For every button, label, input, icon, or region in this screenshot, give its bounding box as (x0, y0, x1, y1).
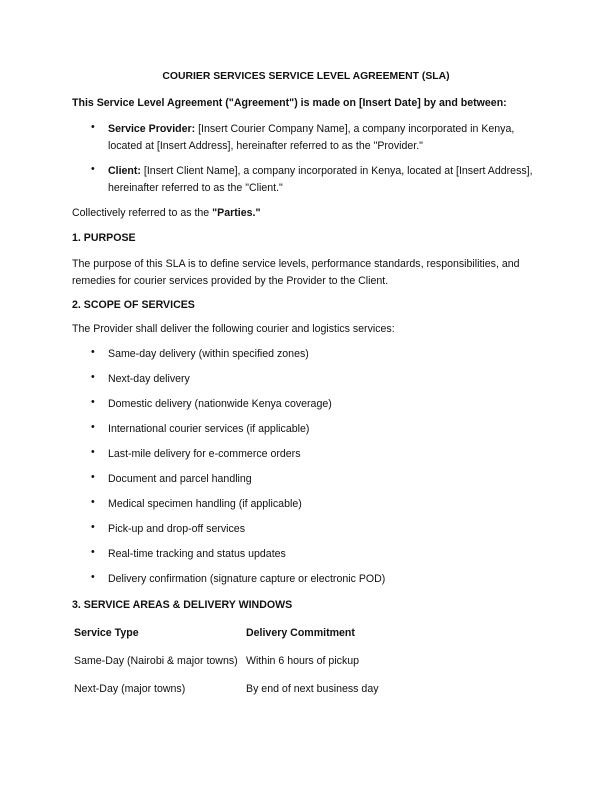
list-item: Document and parcel handling (108, 473, 252, 485)
party-provider (108, 121, 540, 155)
list-item: Real-time tracking and status updates (108, 548, 286, 560)
bullet-dot: • (91, 471, 95, 483)
section-heading-purpose: 1. PURPOSE (72, 232, 136, 244)
list-item: Last-mile delivery for e-commerce orders (108, 448, 301, 460)
table-cell: By end of next business day (246, 683, 379, 695)
bullet-dot: • (91, 421, 95, 433)
table-header-service-type: Service Type (74, 627, 139, 639)
collective-reference (72, 205, 542, 222)
bullet-dot: • (91, 571, 95, 583)
bullet-dot: • (91, 521, 95, 533)
purpose-body: The purpose of this SLA is to define service levels, performance standards, responsibilities, and remedies for courier services provided by the Provider to the Client. (72, 258, 520, 287)
list-item: Next-day delivery (108, 373, 190, 385)
party-text: [Insert Client Name], a company incorporated in Kenya, located at [Insert Address], hereinafter referred to as the "Client." (108, 165, 533, 194)
party-text: [Insert Courier Company Name], a company incorporated in Kenya, located at [Insert Address], hereinafter referred to as the "Provider." (108, 123, 515, 152)
bullet-dot: • (91, 371, 95, 383)
collective-prefix: Collectively referred to as the (72, 207, 213, 219)
party-label: Service Provider: (108, 123, 196, 135)
list-item: Domestic delivery (nationwide Kenya coverage) (108, 398, 332, 410)
list-item: Pick-up and drop-off services (108, 523, 245, 535)
table-cell: Within 6 hours of pickup (246, 655, 360, 667)
table-cell: Next-Day (major towns) (74, 683, 186, 695)
bullet-dot: • (91, 121, 95, 133)
collective-term: "Parties." (212, 207, 261, 219)
section-heading-areas: 3. SERVICE AREAS & DELIVERY WINDOWS (72, 599, 293, 611)
scope-intro: The Provider shall deliver the following courier and logistics services: (72, 323, 395, 335)
bullet-dot: • (91, 163, 95, 175)
list-item: Same-day delivery (within specified zones) (108, 348, 309, 360)
list-item: International courier services (if applicable) (108, 423, 310, 435)
table-header-delivery-commitment: Delivery Commitment (246, 627, 355, 639)
bullet-dot: • (91, 546, 95, 558)
bullet-dot: • (91, 496, 95, 508)
party-label: Client: (108, 165, 141, 177)
bullet-dot: • (91, 396, 95, 408)
section-heading-scope: 2. SCOPE OF SERVICES (72, 299, 195, 311)
bullet-dot: • (91, 346, 95, 358)
table-cell: Same-Day (Nairobi & major towns) (74, 655, 238, 667)
document-title: COURIER SERVICES SERVICE LEVEL AGREEMENT (SLA) (162, 71, 450, 82)
agreement-intro: This Service Level Agreement ("Agreement") is made on [Insert Date] by and between: (72, 97, 507, 109)
bullet-dot: • (91, 446, 95, 458)
party-client (108, 163, 540, 197)
list-item: Delivery confirmation (signature capture or electronic POD) (108, 573, 386, 585)
list-item: Medical specimen handling (if applicable) (108, 498, 302, 510)
